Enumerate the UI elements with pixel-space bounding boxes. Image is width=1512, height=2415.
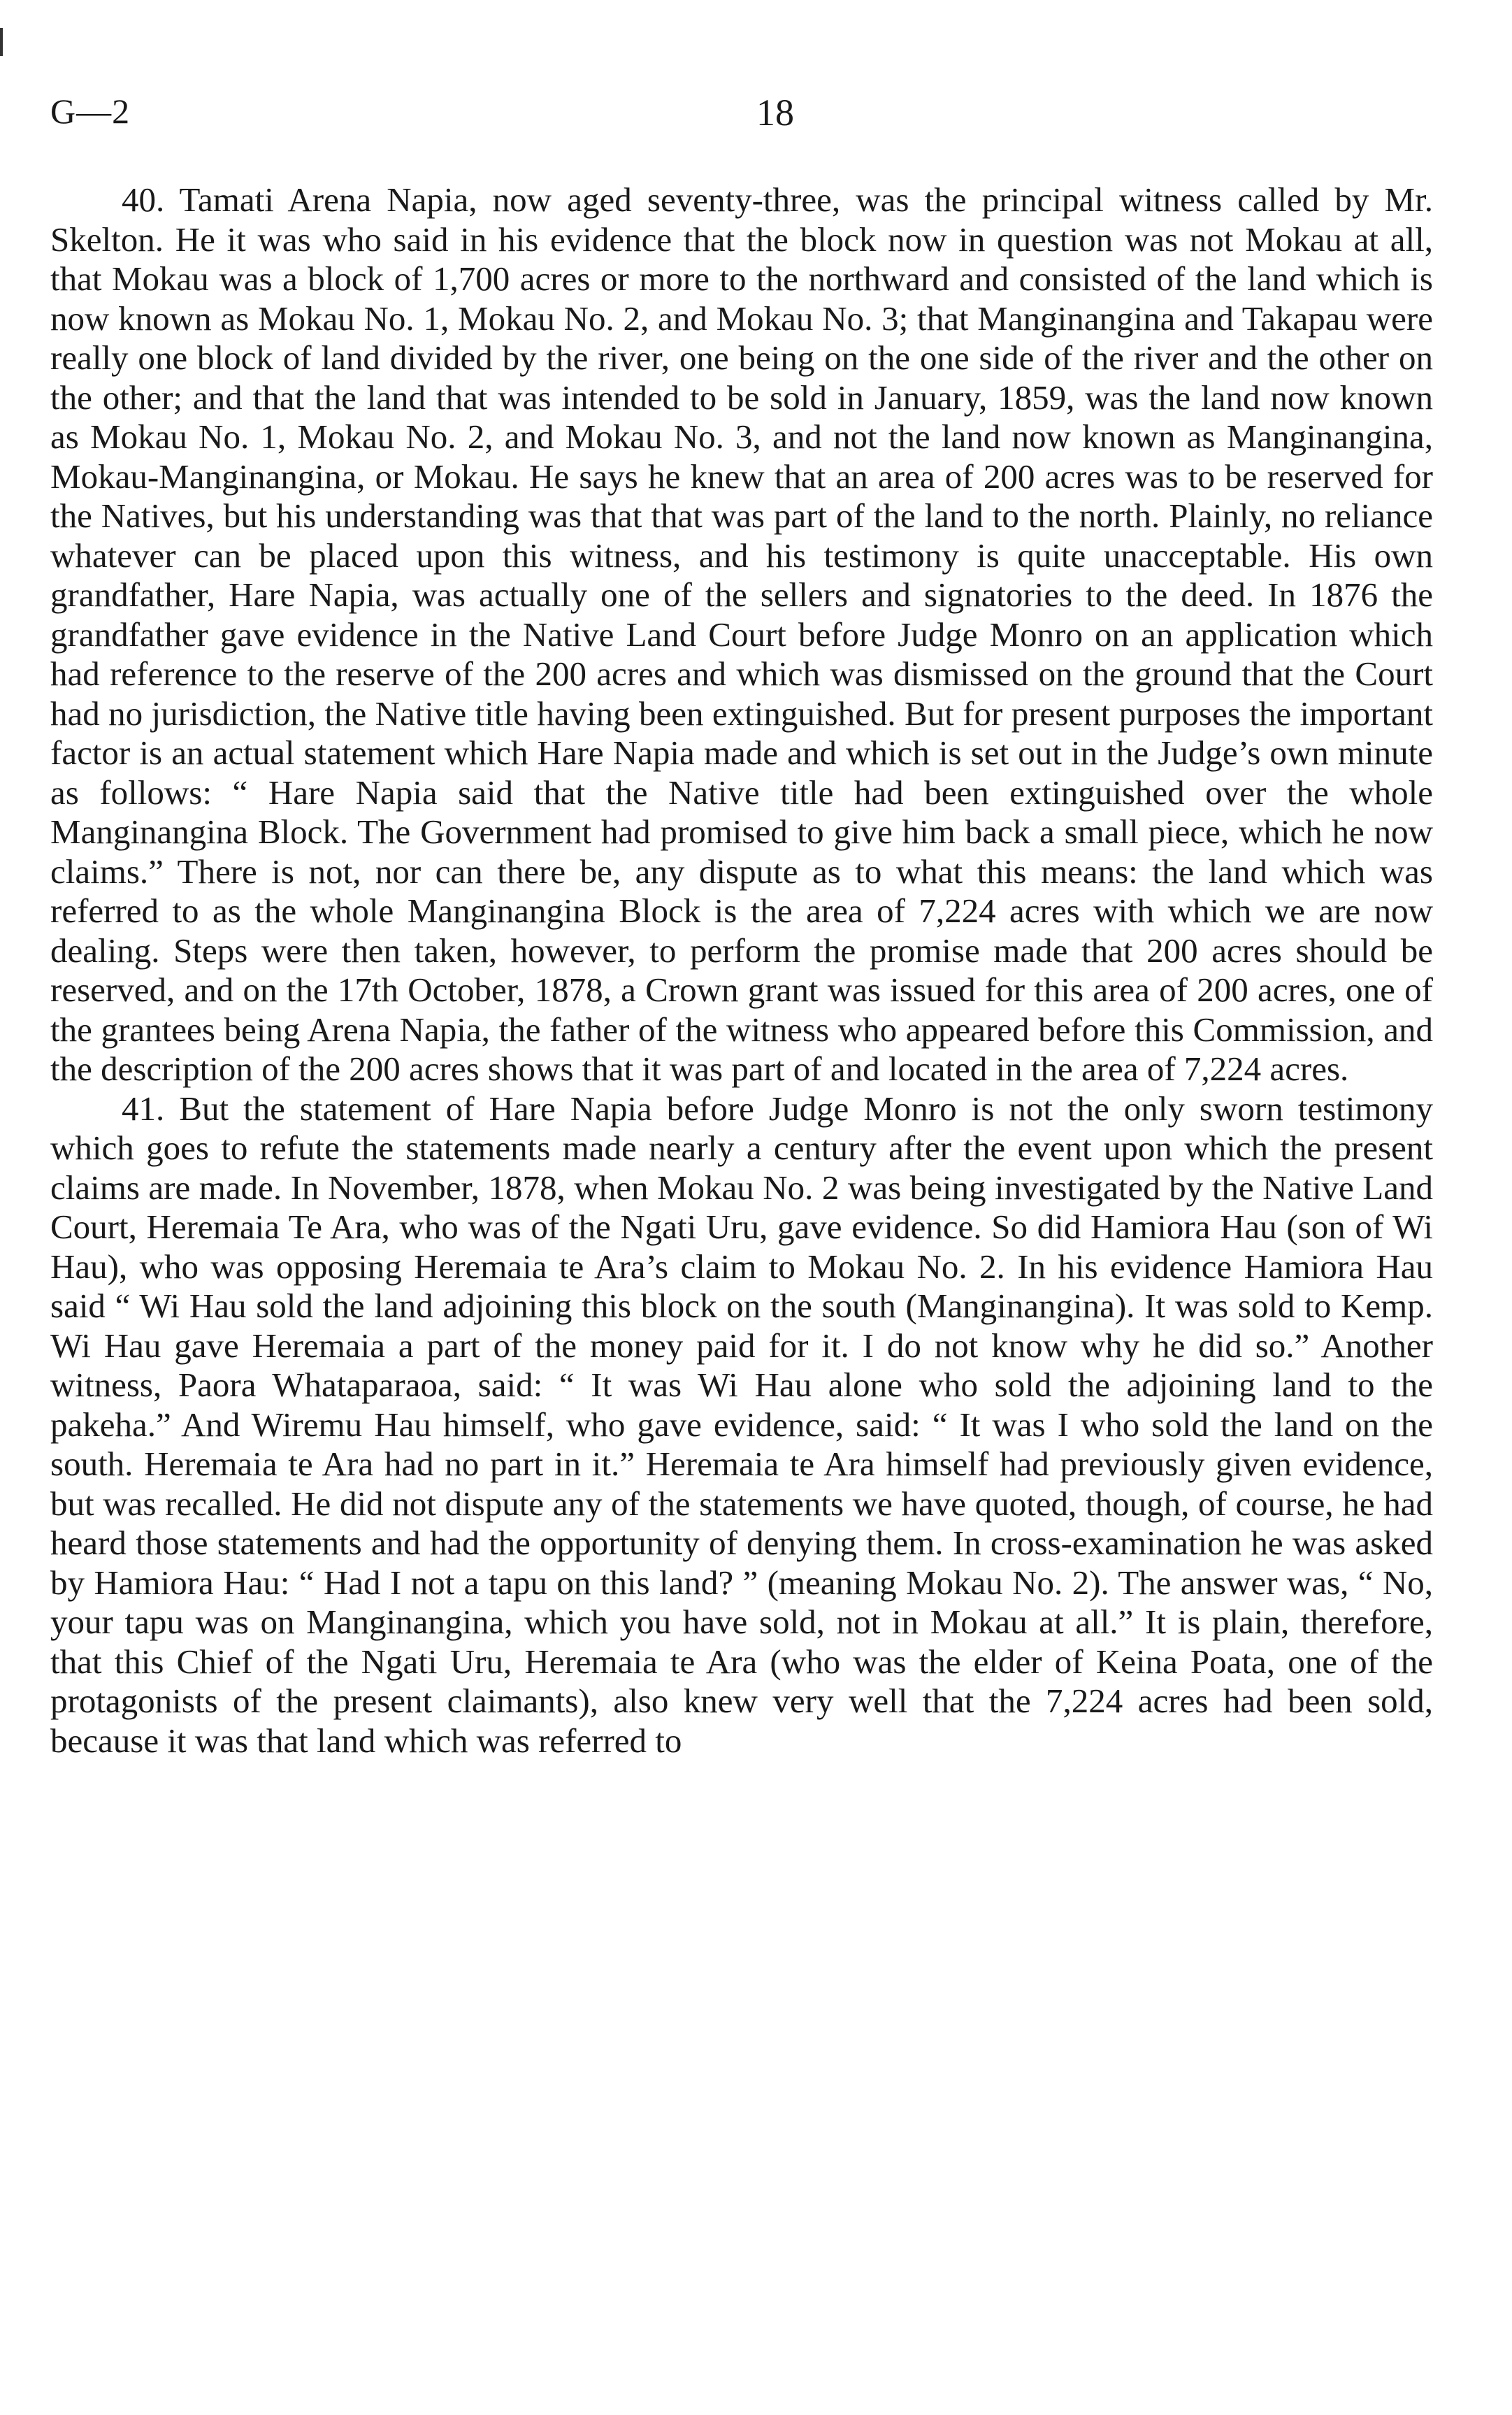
paragraph-40: 40. Tamati Arena Napia, now aged seventy-three, was the principal witness called by Mr. Skelton. He it was who said in his evidence that the block now in question was not Mokau at all, that Mokau was a block of 1,700 acres or more to the northward and consisted of the land which is now known as Mokau No. 1, Mokau No. 2, and Mokau No. 3; that Manginangina and Takapau were really one block of land divided by the river, one being on the one side of the river and the other on the other; and that the land that was intended to be sold in January, 1859, was the land now known as Mokau No. 1, Mokau No. 2, and Mokau No. 3, and not the land now known as Manginangina, Mokau-Manginangina, or Mokau. He says he knew that an area of 200 acres was to be reserved for the Natives, but his understanding was that that was part of the land to the north. Plainly, no reliance whatever can be placed upon this witness, and his testimony is quite unacceptable. His own grandfather, Hare Napia, was actually one of the sellers and signatories to the deed. In 1876 the grandfather gave evidence in the Native Land Court before Judge Monro on an application which had reference to the reserve of the 200 acres and which was dismissed on the ground that the Court had no jurisdiction, the Native title having been extinguished. But for present purposes the important factor is an actual statement which Hare Napia made and which is set out in the Judge’s own minute as follows: “ Hare Napia said that the Native title had been extinguished over the whole Manginangina Block. The Government had promised to give him back a small piece, which he now claims.” There is not, nor can there be, any dispute as to what this means: the land which was referred to as the whole Manginangina Block is the area of 7,224 acres with which we are now dealing. Steps were then taken, however, to perform the promise made that 200 acres should be reserved, and on the 17th October, 1878, a Crown grant was issued for this area of 200 acres, one of the grantees being Arena Napia, the father of the witness who appeared before this Commission, and the description of the 200 acres shows that it was part of and located in the area of 7,224 acres.: [50, 180, 1433, 1088]
document-reference: G—2: [50, 92, 131, 131]
page-header: [50, 91, 1433, 147]
scan-edge-mark: [0, 28, 3, 56]
body-text: [50, 180, 1433, 1761]
paragraph-41: 41. But the statement of Hare Napia before Judge Monro is not the only sworn testimony which goes to refute the statements made nearly a century after the event upon which the present claims are made. In November, 1878, when Mokau No. 2 was being investigated by the Native Land Court, Heremaia Te Ara, who was of the Ngati Uru, gave evidence. So did Hamiora Hau (son of Wi Hau), who was opposing Heremaia te Ara’s claim to Mokau No. 2. In his evidence Hamiora Hau said “ Wi Hau sold the land adjoining this block on the south (Manginangina). It was sold to Kemp. Wi Hau gave Heremaia a part of the money paid for it. I do not know why he did so.” Another witness, Paora Whataparaoa, said: “ It was Wi Hau alone who sold the adjoining land to the pakeha.” And Wiremu Hau himself, who gave evidence, said: “ It was I who sold the land on the south. Heremaia te Ara had no part in it.” Heremaia te Ara himself had previously given evidence, but was recalled. He did not dispute any of the statements we have quoted, though, of course, he had heard those statements and had the opportunity of denying them. In cross-examination he was asked by Hamiora Hau: “ Had I not a tapu on this land? ” (meaning Mokau No. 2). The answer was, “ No, your tapu was on Manginangina, which you have sold, not in Mokau at all.” It is plain, therefore, that this Chief of the Ngati Uru, Heremaia te Ara (who was the elder of Keina Poata, one of the protagonists of the present claimants), also knew very well that the 7,224 acres had been sold, because it was that land which was referred to: [50, 1089, 1433, 1760]
page-number: 18: [756, 92, 794, 134]
